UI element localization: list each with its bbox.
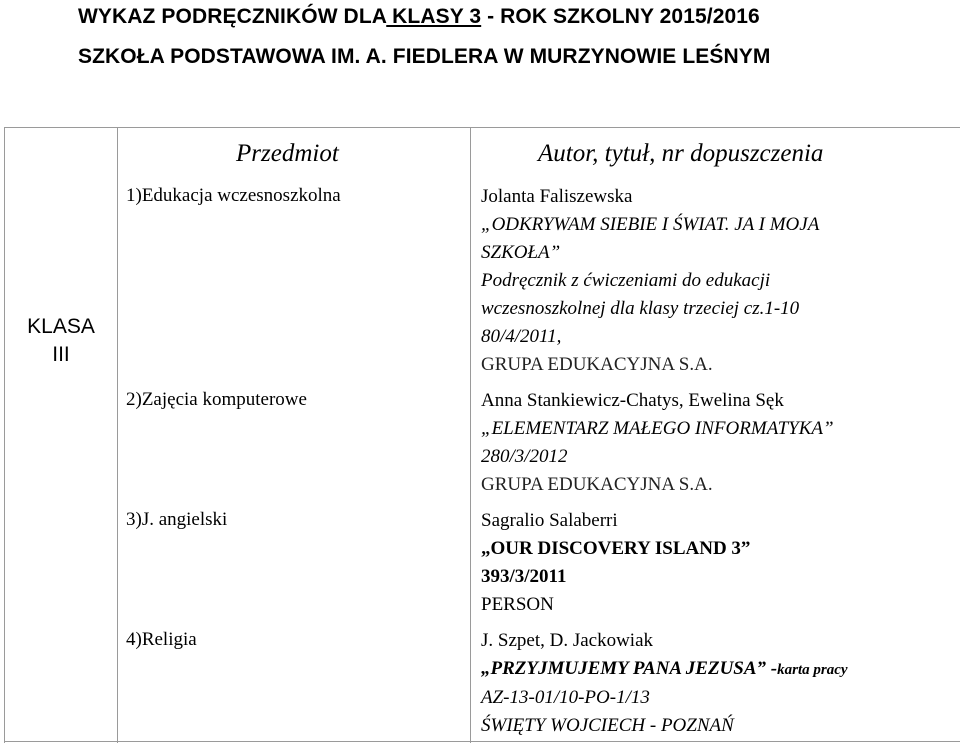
book-title: „OUR DISCOVERY ISLAND 3” bbox=[481, 538, 751, 559]
title-year: - ROK SZKOLNY 2015/2016 bbox=[481, 5, 760, 28]
book-title: „ODKRYWAM SIEBIE I ŚWIAT. JA I MOJA bbox=[481, 214, 820, 235]
book-entry bbox=[481, 627, 848, 740]
publisher: PERSON bbox=[481, 594, 554, 615]
book-description: Podręcznik z ćwiczeniami do edukacji bbox=[481, 270, 771, 291]
book-title-cont: SZKOŁA” bbox=[481, 242, 561, 263]
school-name: SZKOŁA PODSTAWOWA IM. A. FIEDLERA W MURZYNOWIE LEŚNYM bbox=[78, 45, 771, 68]
book-entry bbox=[481, 507, 750, 619]
column-header-subject: Przedmiot bbox=[236, 140, 339, 167]
approval-number: 80/4/2011, bbox=[481, 326, 562, 347]
book-title: „PRZYJMUJEMY PANA JEZUSA” bbox=[481, 658, 767, 679]
subject-cell: 1)Edukacja wczesnoszkolna bbox=[126, 185, 341, 206]
book-entry bbox=[481, 183, 819, 379]
book-note: karta pracy bbox=[777, 662, 848, 678]
table-divider-class bbox=[117, 127, 118, 743]
subject-cell: 2)Zajęcia komputerowe bbox=[126, 389, 307, 410]
table-divider-author bbox=[470, 127, 471, 743]
approval-number: 393/3/2011 bbox=[481, 566, 567, 587]
title-class: KLASY 3 bbox=[386, 5, 482, 28]
book-title: „ELEMENTARZ MAŁEGO INFORMATYKA” bbox=[481, 418, 834, 439]
column-header-author: Autor, tytuł, nr dopuszczenia bbox=[538, 140, 824, 167]
approval-number: 280/3/2012 bbox=[481, 446, 568, 467]
book-author: J. Szpet, D. Jackowiak bbox=[481, 630, 654, 651]
subject-cell: 3)J. angielski bbox=[126, 509, 228, 530]
book-description-cont: wczesnoszkolnej dla klasy trzeciej cz.1-10 bbox=[481, 298, 800, 319]
publisher: GRUPA EDUKACYJNA S.A. bbox=[481, 354, 713, 375]
book-author: Anna Stankiewicz-Chatys, Ewelina Sęk bbox=[481, 390, 784, 411]
book-author: Jolanta Faliszewska bbox=[481, 186, 633, 207]
table-border-bottom bbox=[4, 741, 960, 742]
approval-number: AZ-13-01/10-PO-1/13 bbox=[481, 687, 650, 708]
book-title-line bbox=[481, 655, 848, 684]
class-label-line2: III bbox=[52, 343, 70, 366]
book-title-suffix: - bbox=[766, 658, 778, 679]
book-author: Sagralio Salaberri bbox=[481, 510, 618, 531]
class-label bbox=[5, 313, 117, 369]
publisher: ŚWIĘTY WOJCIECH - POZNAŃ bbox=[481, 715, 734, 736]
class-label-line1: KLASA bbox=[27, 315, 95, 338]
book-entry bbox=[481, 387, 834, 499]
publisher: GRUPA EDUKACYJNA S.A. bbox=[481, 474, 713, 495]
title-prefix: WYKAZ PODRĘCZNIKÓW DLA bbox=[78, 5, 387, 28]
document-title bbox=[78, 5, 760, 29]
table-border-left bbox=[4, 127, 5, 743]
subject-cell: 4)Religia bbox=[126, 629, 197, 650]
table-border-top bbox=[4, 127, 960, 128]
